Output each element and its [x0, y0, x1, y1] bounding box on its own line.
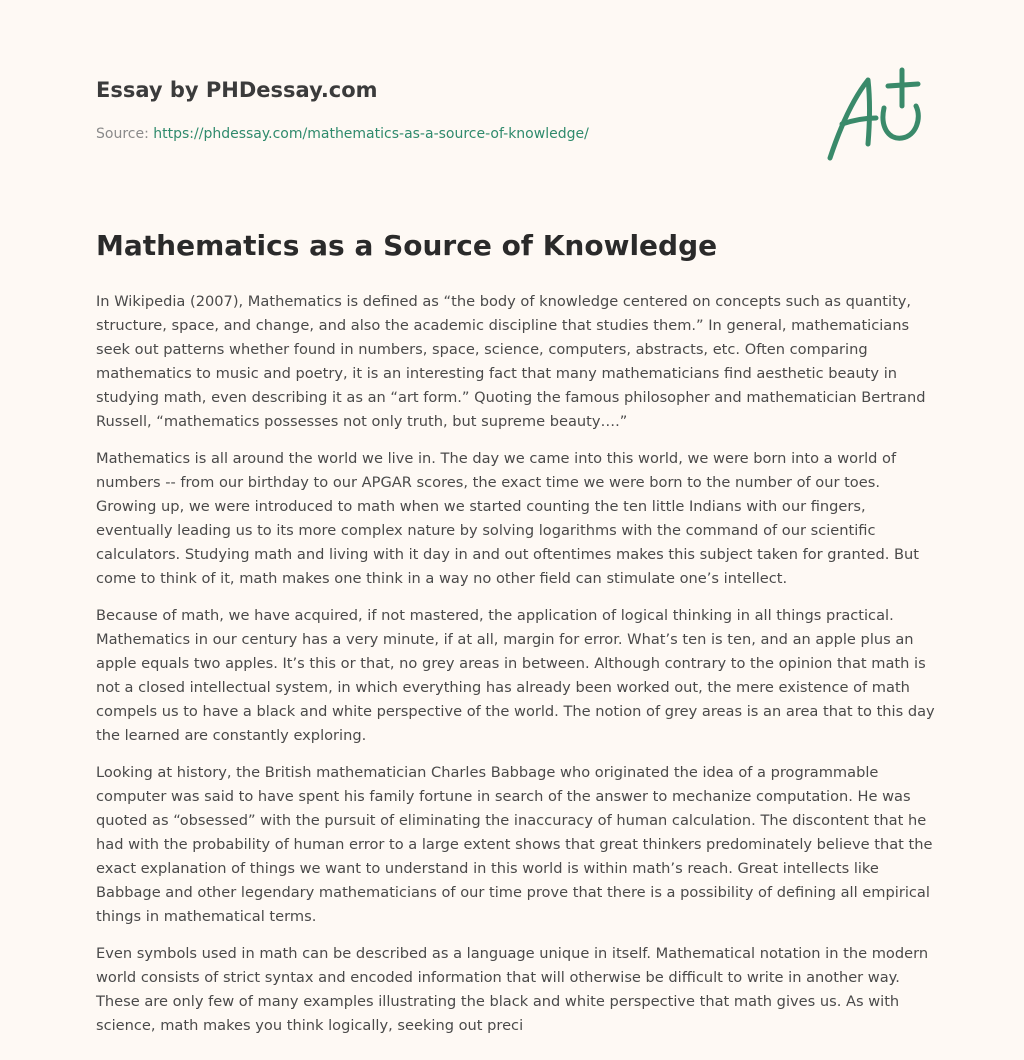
source-line: [96, 124, 736, 144]
essay-title: Mathematics as a Source of Knowledge: [96, 229, 718, 262]
source-label: Source:: [96, 126, 154, 142]
essay-paragraph: Looking at history, the British mathematician Charles Babbage who originated the idea of a programmable computer was said to have spent his family fortune in search of the answer to mechanize computation. He was quoted as “obsessed” with the pursuit of eliminating the inaccuracy of human calculation. The discontent that he had with the probability of human error to a large extent shows that great thinkers predominately believe that the exact explanation of things we want to understand in this world is within math’s reach. Great intellects like Babbage and other legendary mathematicians of our time prove that there is a possibility of defining all empirical things in mathematical terms.: [96, 764, 933, 925]
essay-paragraph: In Wikipedia (2007), Mathematics is defined as “the body of knowledge centered on concepts such as quantity, structure, space, and change, and also the academic discipline that studies them.” In general, mathematicians seek out patterns whether found in numbers, space, science, computers, abstracts, etc. Often comparing mathematics to music and poetry, it is an interesting fact that many mathematicians find aesthetic beauty in studying math, even describing it as an “art form.” Quoting the famous philosopher and mathematician Bertrand Russell, “mathematics possesses not only truth, but supreme beauty….”: [96, 293, 926, 430]
site-title: Essay by PHDessay.com: [96, 78, 378, 102]
essay-paragraph: Mathematics is all around the world we live in. The day we came into this world, we were born into a world of numbers -- from our birthday to our APGAR scores, the exact time we were born to the number of our toes. Growing up, we were introduced to math when we started counting the ten little Indians with our fingers, eventually leading us to its more complex nature by solving logarithms with the command of our scientific calculators. Studying math and living with it day in and out oftentimes makes this subject taken for granted. But come to think of it, math makes one think in a way no other field can stimulate one’s intellect.: [96, 450, 919, 587]
source-link[interactable]: https://phdessay.com/mathematics-as-a-source-of-knowledge/: [153, 126, 589, 142]
essay-paragraph: Because of math, we have acquired, if not mastered, the application of logical thinking in all things practical. Mathematics in our century has a very minute, if at all, margin for error. What’s ten is ten, and an apple plus an apple equals two apples. It’s this or that, no grey areas in between. Although contrary to the opinion that math is not a closed intellectual system, in which everything has already been worked out, the mere existence of math compels us to have a black and white perspective of the world. The notion of grey areas is an area that to this day the learned are constantly exploring.: [96, 607, 935, 744]
page-header: [96, 74, 736, 144]
a-plus-grade-icon: [818, 64, 930, 168]
essay-content: [96, 226, 936, 1051]
swirl-stroke: [883, 106, 918, 138]
essay-paragraph: Even symbols used in math can be described as a language unique in itself. Mathematical notation in the modern world consists of strict syntax and encoded information that will otherwise be difficult to write in another way. These are only few of many examples illustrating the black and white perspective that math gives us. As with science, math makes you think logically, seeking out preci: [96, 945, 929, 1034]
plus-horizontal-stroke: [888, 84, 918, 86]
